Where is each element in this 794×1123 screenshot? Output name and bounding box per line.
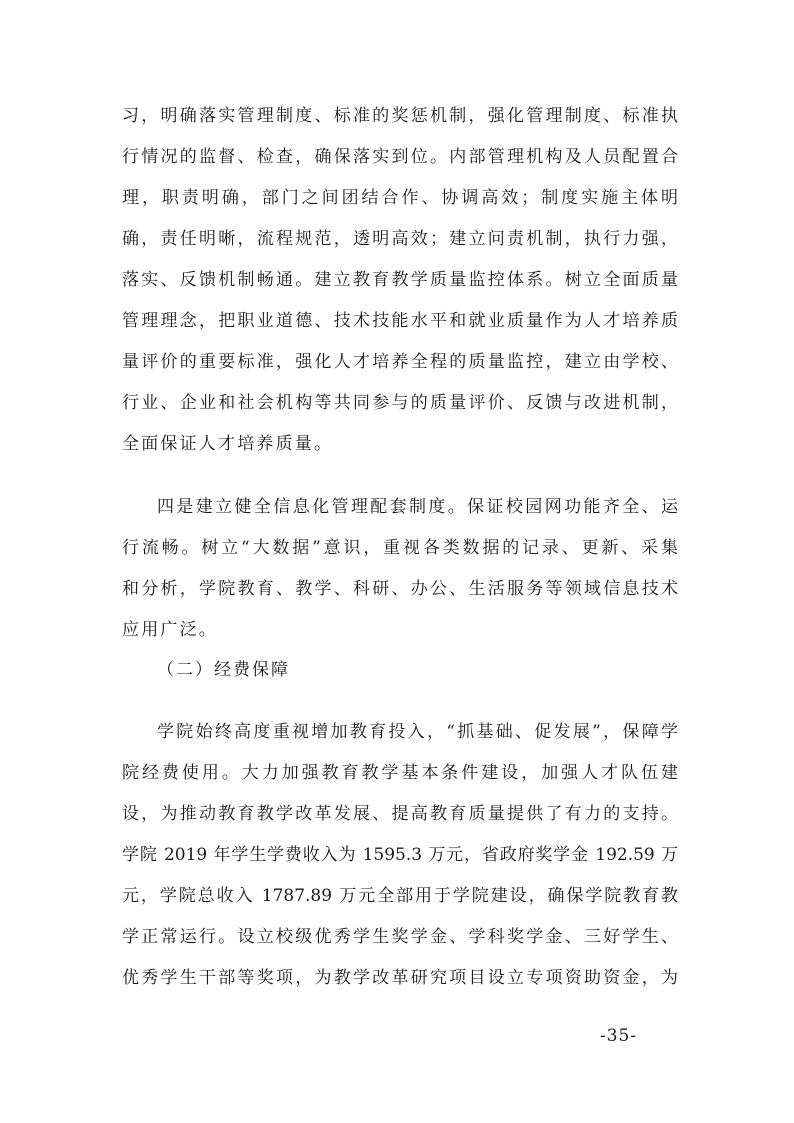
text-line: 元，学院总收入 1787.89 万元全部用于学院建设，确保学院教育教 (122, 886, 678, 906)
text-line: 管理理念，把职业道德、技术技能水平和就业质量作为人才培养质 (122, 311, 678, 331)
text-line: 学正常运行。设立校级优秀学生奖学金、学科奖学金、三好学生、 (122, 927, 678, 947)
text-line: 量评价的重要标准，强化人才培养全程的质量监控，建立由学校、 (122, 352, 678, 372)
text-line: 学院始终高度重视增加教育投入，“抓基础、促发展”，保障学 (157, 722, 678, 742)
text-line: 院经费使用。大力加强教育教学基本条件建设，加强人才队伍建 (122, 763, 678, 783)
text-line: 应用广泛。 (122, 620, 218, 640)
text-line: 习，明确落实管理制度、标准的奖惩机制，强化管理制度、标准执 (122, 106, 678, 126)
text-line: 设，为推动教育教学改革发展、提高教育质量提供了有力的支持。 (122, 804, 678, 824)
text-line: 和分析，学院教育、教学、科研、办公、生活服务等领域信息技术 (122, 579, 678, 599)
section-heading: （二）经费保障 (157, 660, 290, 680)
text-line: 四是建立健全信息化管理配套制度。保证校园网功能齐全、运 (157, 497, 678, 517)
text-line: 理，职责明确，部门之间团结合作、协调高效；制度实施主体明 (122, 188, 678, 208)
text-line: 全面保证人才培养质量。 (122, 434, 334, 454)
page-number: -35- (600, 1026, 638, 1046)
text-line: 确，责任明晰，流程规范，透明高效；建立问责机制，执行力强， (122, 229, 678, 249)
text-line: 学院 2019 年学生学费收入为 1595.3 万元，省政府奖学金 192.59 万 (122, 845, 678, 865)
text-line: 落实、反馈机制畅通。建立教育教学质量监控体系。树立全面质量 (122, 270, 678, 290)
text-line: 行流畅。树立“大数据”意识，重视各类数据的记录、更新、采集 (122, 538, 678, 558)
text-line: 优秀学生干部等奖项，为教学改革研究项目设立专项资助资金，为 (122, 968, 678, 988)
text-line: 行业、企业和社会机构等共同参与的质量评价、反馈与改进机制， (122, 393, 678, 413)
text-line: 行情况的监督、检查，确保落实到位。内部管理机构及人员配置合 (122, 147, 678, 167)
